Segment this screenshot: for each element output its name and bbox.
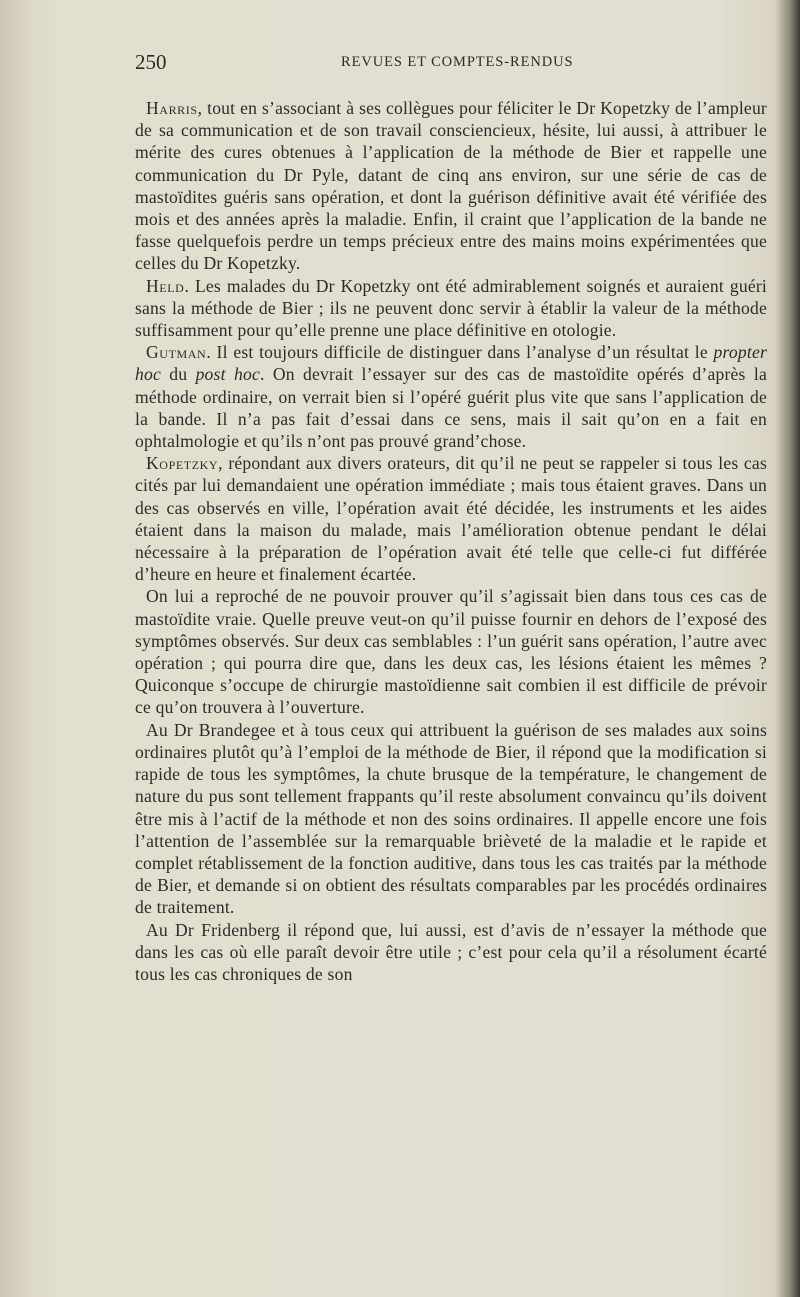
speaker-name: Gutman bbox=[146, 342, 207, 363]
paragraph bbox=[135, 919, 767, 986]
speaker-name: Harris bbox=[146, 98, 198, 118]
paragraph bbox=[135, 275, 767, 342]
speaker-name: Held bbox=[146, 275, 185, 296]
page-number: 250 bbox=[135, 50, 167, 74]
paragraph-text: du bbox=[161, 364, 196, 385]
italic-phrase: post hoc bbox=[195, 364, 260, 385]
paragraph-text: , répondant aux divers orateurs, dit qu’il ne peut se rappeler si tous les cas cités par lui demandaient une opération immédiate ; mais tous étaient graves. Dans un des cas observés en ville, l’opération avait été décidée, les instruments et les aides étaient dans la maison du malade, mais l’amélioration obtenue pendant le délai nécessaire à la préparation de l’opération avait été telle que celle-ci fut différée d’heure en heure et finalement écartée. bbox=[135, 453, 767, 585]
paragraph-text: . Les malades du Dr Kopetzky ont été admirablement soignés et auraient guéri sans la méthode de Bier ; ils ne peuvent donc servir à établir la valeur de la méthode suffisamment pour qu’elle prenne une place définitive en otologie. bbox=[135, 275, 767, 341]
paragraph-text: Au Dr Brandegee et à tous ceux qui attribuent la guérison de ses malades aux soins ordinaires plutôt qu’à l’emploi de la méthode de Bier, il répond que la modification si rapide de tous les symptômes, la chute brusque de la température, le changement de nature du pus sont tellement frappants qu’il reste absolument convaincu qu’ils doivent être mis à l’actif de la méthode et non des soins ordinaires. Il appelle encore une fois l’attention de l’assemblée sur la remarquable brièveté de la maladie et le rapide et complet rétablissement de la fonction auditive, dans tous les cas traités par la méthode de Bier, et demande si on obtient des résultats comparables par les procédés ordinaires de traitement. bbox=[135, 719, 767, 918]
paragraph-text: Au Dr Fridenberg il répond que, lui aussi, est d’avis de n’essayer la méthode que dans les cas où elle paraît devoir être utile ; c’est pour cela qu’il a résolument écarté tous les cas chroniques de son bbox=[135, 919, 767, 984]
paragraph bbox=[135, 452, 767, 585]
paragraph-text: . On devrait l’essayer sur des cas de mastoïdite opérés d’après la méthode ordinaire, on verrait bien si l’opéré guérit plus vite que sans l’application de la bande. Il n’a pas fait d’essai dans ce sens, mais il sait qu’on en a fait en ophtalmologie et qu’ils n’ont pas prouvé grand’chose. bbox=[135, 364, 767, 452]
paragraph-text: . Il est toujours difficile de distinguer dans l’analyse d’un résultat le bbox=[206, 342, 714, 363]
speaker-name: Kopetzky bbox=[146, 453, 219, 474]
paragraph bbox=[135, 341, 767, 452]
page-header bbox=[135, 50, 765, 76]
paragraph bbox=[135, 585, 767, 718]
body-text bbox=[135, 97, 767, 985]
paragraph-text: On lui a reproché de ne pouvoir prouver qu’il s’agissait bien dans tous ces cas de mastoïdite vraie. Quelle preuve veut-on qu’il puisse fournir en dehors de l’exposé des symptômes observés. Sur deux cas semblables : l’un guérit sans opération, l’autre avec opération ; qui pourra dire que, dans les deux cas, les lésions étaient les mêmes ? Quiconque s’occupe de chirurgie mastoïdienne sait combien il est difficile de prévoir ce qu’on trouvera à l’ouverture. bbox=[135, 586, 767, 718]
paragraph-text: , tout en s’associant à ses collègues pour féliciter le Dr Kopetzky de l’ampleur de sa communication et de son travail consciencieux, hésite, lui aussi, à attribuer le mérite des cures obtenues à l’application de la méthode de Bier et rappelle une communication du Dr Pyle, datant de cinq ans environ, sur une série de cas de mastoïdites guéris sans opération, et dont la guérison définitive avait été vérifiée des mois et des années après la maladie. Enfin, il craint que l’application de la bande ne fasse quelquefois perdre un temps précieux entre des mains moins expérimentées que celles du Dr Kopetzky. bbox=[135, 98, 767, 274]
paragraph bbox=[135, 719, 767, 919]
italic-phrase: propter hoc bbox=[135, 342, 767, 385]
running-title: REVUES ET COMPTES-RENDUS bbox=[341, 54, 574, 70]
paragraph bbox=[135, 97, 767, 275]
